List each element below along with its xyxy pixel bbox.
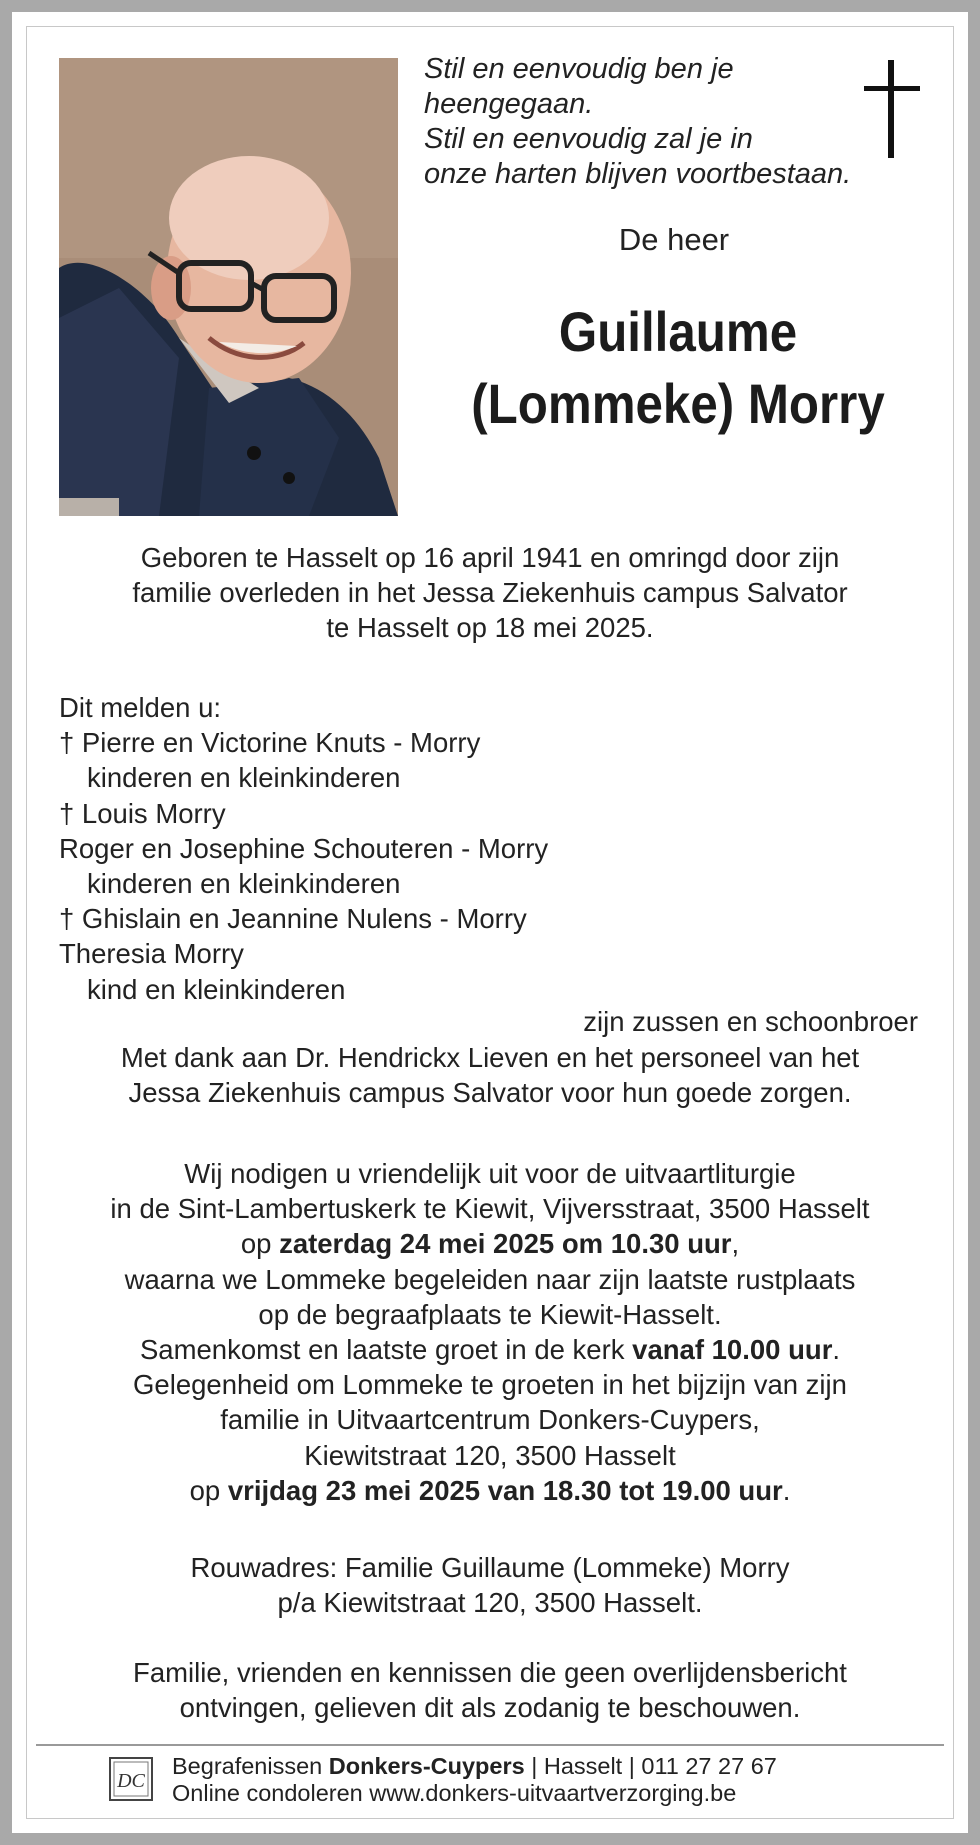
text-span: . — [832, 1334, 841, 1366]
text-span: op — [240, 1228, 280, 1260]
text-span: . — [782, 1474, 791, 1506]
text-line: Jessa Ziekenhuis campus Salvator voor hun goede zorgen. — [128, 1077, 852, 1109]
footer-divider — [36, 1744, 944, 1746]
mourning-address — [40, 1550, 940, 1620]
text-line: familie in Uitvaartcentrum Donkers-Cuypers, — [220, 1404, 760, 1436]
text-line: Wij nodigen u vriendelijk uit voor de uitvaartliturgie — [184, 1158, 796, 1189]
text-line — [40, 1226, 940, 1261]
text-span: , — [731, 1228, 740, 1260]
text-line: op de begraafplaats te Kiewit-Hasselt. — [258, 1298, 722, 1330]
deceased-name — [454, 296, 901, 440]
family-entry: kind en kleinkinderen — [87, 973, 346, 1005]
cross-icon — [864, 60, 920, 160]
text-line: Geboren te Hasselt op 16 april 1941 en omringd door zijn — [140, 542, 840, 573]
family-entry: Theresia Morry — [59, 938, 244, 970]
funeral-home-footer — [172, 1753, 972, 1807]
portrait-photo — [59, 58, 398, 516]
family-entry: kinderen en kleinkinderen — [87, 762, 401, 794]
text-line: waarna we Lommeke begeleiden naar zijn laatste rustplaats — [124, 1263, 856, 1295]
text-line: familie overleden in het Jessa Ziekenhuis campus Salvator — [132, 577, 848, 609]
footer-line: Online condoleren www.donkers-uitvaartverzorging.be — [172, 1780, 737, 1806]
text-span: | Hasselt | 011 27 27 67 — [524, 1753, 777, 1779]
text-line: p/a Kiewitstraat 120, 3500 Hasselt. — [277, 1587, 703, 1619]
text-span: Samenkomst en laatste groet in de kerk — [139, 1334, 633, 1366]
text-span: op — [189, 1474, 228, 1506]
visitation-date: vrijdag 23 mei 2025 van 18.30 tot 19.00 uur — [227, 1474, 783, 1506]
verse-line: Stil en eenvoudig zal je in — [424, 123, 753, 155]
family-entry: kinderen en kleinkinderen — [87, 868, 401, 900]
gathering-time: vanaf 10.00 uur — [632, 1334, 833, 1366]
text-line: Familie, vrienden en kennissen die geen overlijdensbericht — [133, 1657, 847, 1688]
text-line: in de Sint-Lambertuskerk te Kiewit, Vijversstraat, 3500 Hasselt — [110, 1193, 870, 1225]
verse-line: onze harten blijven voortbestaan. — [424, 158, 852, 190]
family-relation: zijn zussen en schoonbroer — [583, 1006, 918, 1037]
verse-line: heengegaan. — [424, 88, 594, 120]
memorial-verse — [424, 52, 894, 192]
funeral-home-name: Donkers-Cuypers — [328, 1753, 525, 1779]
honorific: De heer — [618, 222, 730, 257]
text-line: te Hasselt op 18 mei 2025. — [326, 612, 654, 644]
ceremony-paragraph — [40, 1156, 940, 1508]
deceased-name-line2: (Lommeke) Morry — [471, 372, 885, 435]
text-line: ontvingen, gelieven dit als zodanig te beschouwen. — [179, 1692, 801, 1724]
family-intro: Dit melden u: — [59, 692, 222, 723]
text-line: Kiewitstraat 120, 3500 Hasselt — [304, 1439, 676, 1471]
family-entry: † Louis Morry — [59, 797, 226, 829]
text-line: Met dank aan Dr. Hendrickx Lieven en het personeel van het — [120, 1042, 860, 1073]
verse-line: Stil en eenvoudig ben je — [424, 53, 734, 85]
deceased-name-line1: Guillaume — [558, 300, 798, 363]
text-line — [40, 1332, 940, 1367]
text-line: Gelegenheid om Lommeke te groeten in het bijzijn van zijn — [133, 1369, 847, 1401]
footer-line — [172, 1753, 972, 1780]
text-line — [40, 1473, 940, 1508]
text-line: Rouwadres: Familie Guillaume (Lommeke) Morry — [190, 1552, 790, 1583]
family-entry: † Ghislain en Jeannine Nulens - Morry — [59, 903, 527, 935]
birth-death-paragraph — [40, 540, 940, 646]
family-list — [59, 690, 939, 1007]
family-entry: Roger en Josephine Schouteren - Morry — [59, 832, 549, 864]
thanks-paragraph — [40, 1040, 940, 1110]
funeral-date: zaterdag 24 mei 2025 om 10.30 uur — [279, 1228, 732, 1260]
logo-letters: DC — [117, 1770, 145, 1792]
notice-paragraph — [40, 1655, 940, 1725]
family-entry: † Pierre en Victorine Knuts - Morry — [59, 727, 481, 759]
text-span: Begrafenissen — [172, 1753, 329, 1779]
funeral-home-logo — [108, 1756, 154, 1802]
